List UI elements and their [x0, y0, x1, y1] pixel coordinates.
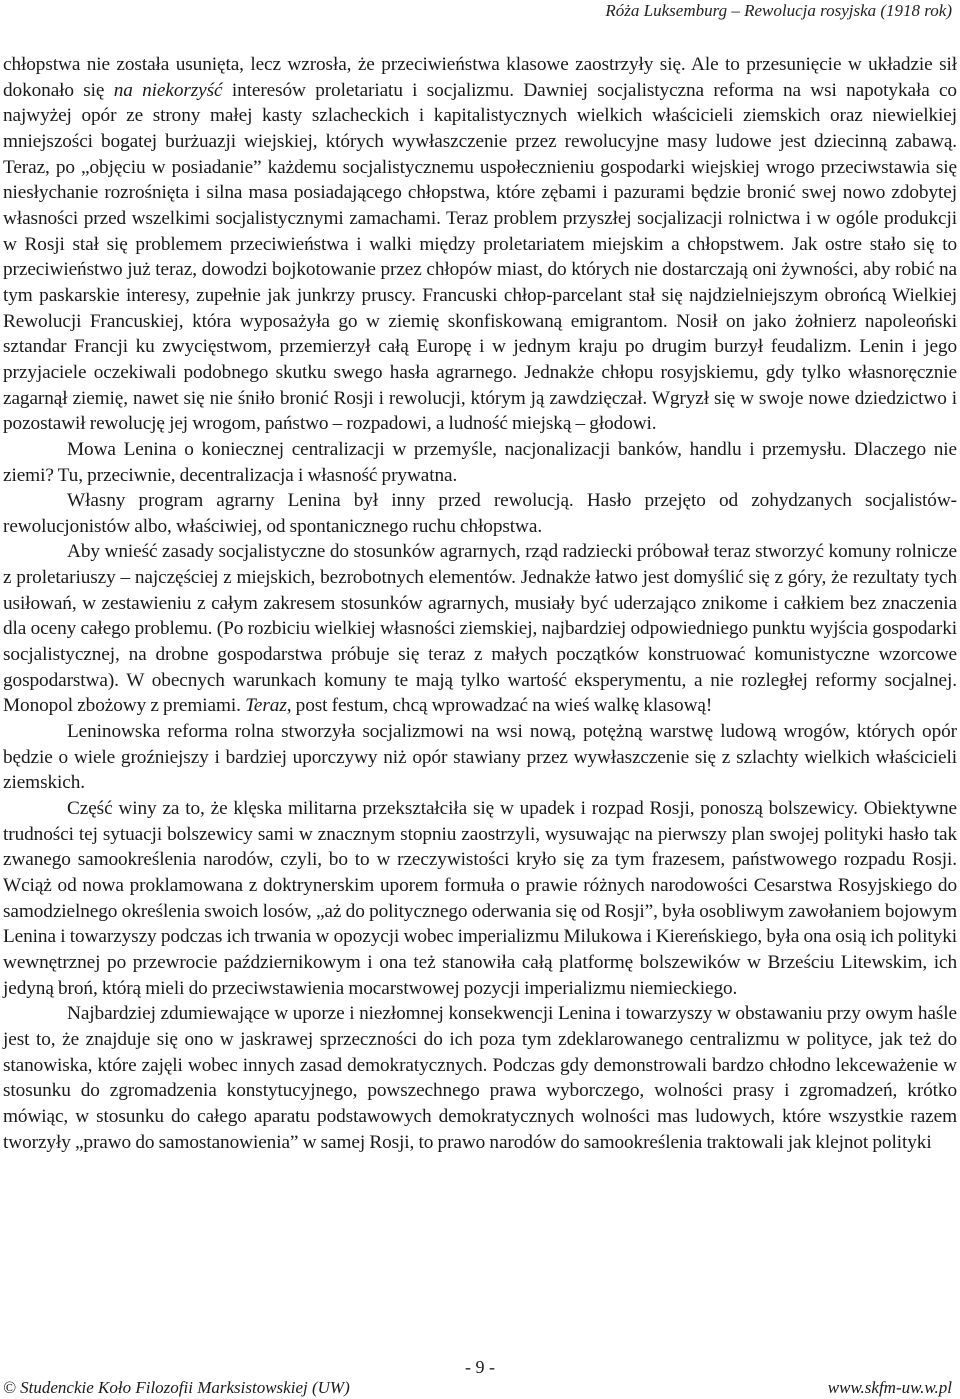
emphasis-teraz: Teraz, — [245, 695, 292, 717]
paragraph-7: Najbardziej zdumiewające w uporze i niezłomnej konsekwencji Lenina i towarzyszy w obstawaniu przy owym haśle jest to, że znajduje się ono w jaskrawej sprzeczności do ich poza tym zdeklarowanego centralizmu w polityce, jak też do stanowiska, które zajęli wobec innych zasad demokratycznych. Podczas gdy demonstrowali bardzo chłodno lekceważenie w stosunku do zgromadzenia konstytucyjnego, powszechnego prawa wyborczego, wolności prasy i zgromadzeń, krótko mówiąc, w stosunku do całego aparatu podstawowych demokratycznych wolności mas ludowych, które wszystkie razem tworzyły „prawo do samostanowienia” w samej Rosji, to prawo narodów do samookreślenia traktowali jak klejnot polityki — [3, 1003, 957, 1153]
paragraph-5: Leninowska reforma rolna stworzyła socjalizmowi na wsi nową, potężną warstwę ludową wrogów, których opór będzie o wiele groźniejszy i bardziej uporczywy niż opór stawiany przez wywłaszczenie się z szlachty wielkich właścicieli ziemskich. — [3, 721, 957, 794]
footer-website: www.skfm-uw.w.pl — [827, 1378, 952, 1397]
paragraph-4 — [3, 539, 957, 719]
paragraph-1-part-a: chłopstwa nie została usunięta, lecz wzrosła, że przeciwieństwa klasowe zaostrzyły się. Ale to przesunięcie w układzie sił dokonało się — [3, 54, 957, 101]
paragraph-2: Mowa Lenina o koniecznej centralizacji w przemyśle, nacjonalizacji banków, handlu i przemysłu. Dlaczego nie ziemi? Tu, przeciwnie, decentralizacja i własność prywatna. — [3, 438, 957, 486]
paragraph-4-part-b: post festum, chcą wprowadzać na wieś walkę klasową! — [291, 695, 713, 717]
paragraph-3: Własny program agrarny Lenina był inny przed rewolucją. Hasło przejęto od zohydzanych socjalistów-rewolucjonistów albo, właściwiej, od spontanicznego ruchu chłopstwa. — [3, 490, 957, 537]
paragraph-6: Część winy za to, że klęska militarna przekształciła się w upadek i rozpad Rosji, ponoszą bolszewicy. Obiektywne trudności tej sytuacji bolszewicy sami w znacznym stopniu zaostrzyli, wysuwając na pierwszy plan swojej polityki hasło tak zwanego samookreślenia narodów, czyli, bo to w rzeczywistości kryło się za tym frazesem, państwowego rozpadu Rosji. Wciąż od nowa proklamowana z doktrynerskim uporem formuła o prawie różnych narodowości Cesarstwa Rosyjskiego do samodzielnego określenia swoich losów, „aż do politycznego oderwania się od Rosji”, była osobliwym zawołaniem bojowym Lenina i towarzyszy podczas ich trwania w opozycji wobec imperializmu Milukowa i Kiereńskiego, była ona osią ich polityki wewnętrznej po przewrocie październikowym i ona też stanowiła całą platformę bolszewików w Brześciu Litewskim, ich jedyną broń, którą mieli do przeciwstawienia mocarstwowej pozycji imperializmu niemieckiego. — [3, 798, 957, 999]
body-text — [3, 52, 957, 1155]
paragraph-1-part-b: interesów proletariatu i socjalizmu. Dawniej socjalistyczna reforma na wsi napotykała co najwyżej opór ze strony małej kasty szlacheckich i kapitalistycznych wielkich właścicieli ziemskich oraz niewielkiej mniejszości bogatej burżuazji wiejskiej, których wywłaszczenie przez rewolucyjne masy ludowe jest dziecinną zabawą. Teraz, po „objęciu w posiadanie” każdemu socjalistycznemu uspołecznieniu gospodarki wiejskiej wrogo przeciwstawia się niesłychanie rozrośnięta i silna masa posiadającego chłopstwa, które zębami i pazurami będzie bronić swej nowo zdobytej własności przed wszelkimi socjalistycznymi zamachami. Teraz problem przyszłej socjalizacji rolnictwa i w ogóle produkcji w Rosji stał się problemem przeciwieństwa i walki między proletariatem miejskim a chłopstwem. Jak ostre stało się to przeciwieństwo już teraz, dowodzi bojkotowanie przez chłopów miast, do których nie dostarczają oni żywności, aby robić na tym paskarskie interesy, zupełnie jak junkrzy pruscy. Francuski chłop-parcelant stał się najdzielniejszym obrońcą Wielkiej Rewolucji Francuskiej, która wyposażyła go w ziemię skonfiskowaną emigrantom. Nosił on jako żołnierz napoleoński sztandar Francji ku zwycięstwom, przemierzył całą Europę i w jednym kraju po drugim burzył feudalizm. Lenin i jego przyjaciele oczekiwali podobnego skutku swego hasła agrarnego. Jednakże chłopu rosyjskiemu, gdy tylko własnoręcznie zagarnął ziemię, nawet się nie śniło bronić Rosji i rewolucji, którym ją zawdzięczał. Wgryzł się w swoje nowe dziedzictwo i pozostawił rewolucję jej wrogom, państwo – rozpadowi, a ludność miejską – głodowi. — [3, 79, 957, 435]
emphasis-na-niekorzysc: na niekorzyść — [113, 79, 223, 101]
footer-copyright: © Studenckie Koło Filozofii Marksistowskiej (UW) — [3, 1378, 350, 1397]
paragraph-1 — [3, 52, 957, 437]
paragraph-4-part-a: Aby wnieść zasady socjalistyczne do stosunków agrarnych, rząd radziecki próbował teraz stworzyć komuny rolnicze z proletariuszy – najczęściej z miejskich, bezrobotnych elementów. Jednakże łatwo jest domyślić się z góry, że rezultaty tych usiłowań, w zestawieniu z całym zakresem stosunków agrarnych, musiały być uderzająco znikome i całkiem bez znaczenia dla oceny całego problemu. (Po rozbiciu wielkiej własności ziemskiej, najbardziej odpowiedniego punktu wyjścia gospodarki socjalistycznej, na drobne gospodarstwa próbuje się teraz z małych początków konstruować komunistyczne wzorcowe gospodarstwa). W obecnych warunkach komuny te mają tylko wartość eksperymentu, a nie rozległej reformy socjalnej. Monopol zbożowy z premiami. — [3, 541, 957, 717]
page-number: - 9 - — [465, 1357, 495, 1377]
running-header: Róża Luksemburg – Rewolucja rosyjska (1918 rok) — [605, 1, 952, 20]
